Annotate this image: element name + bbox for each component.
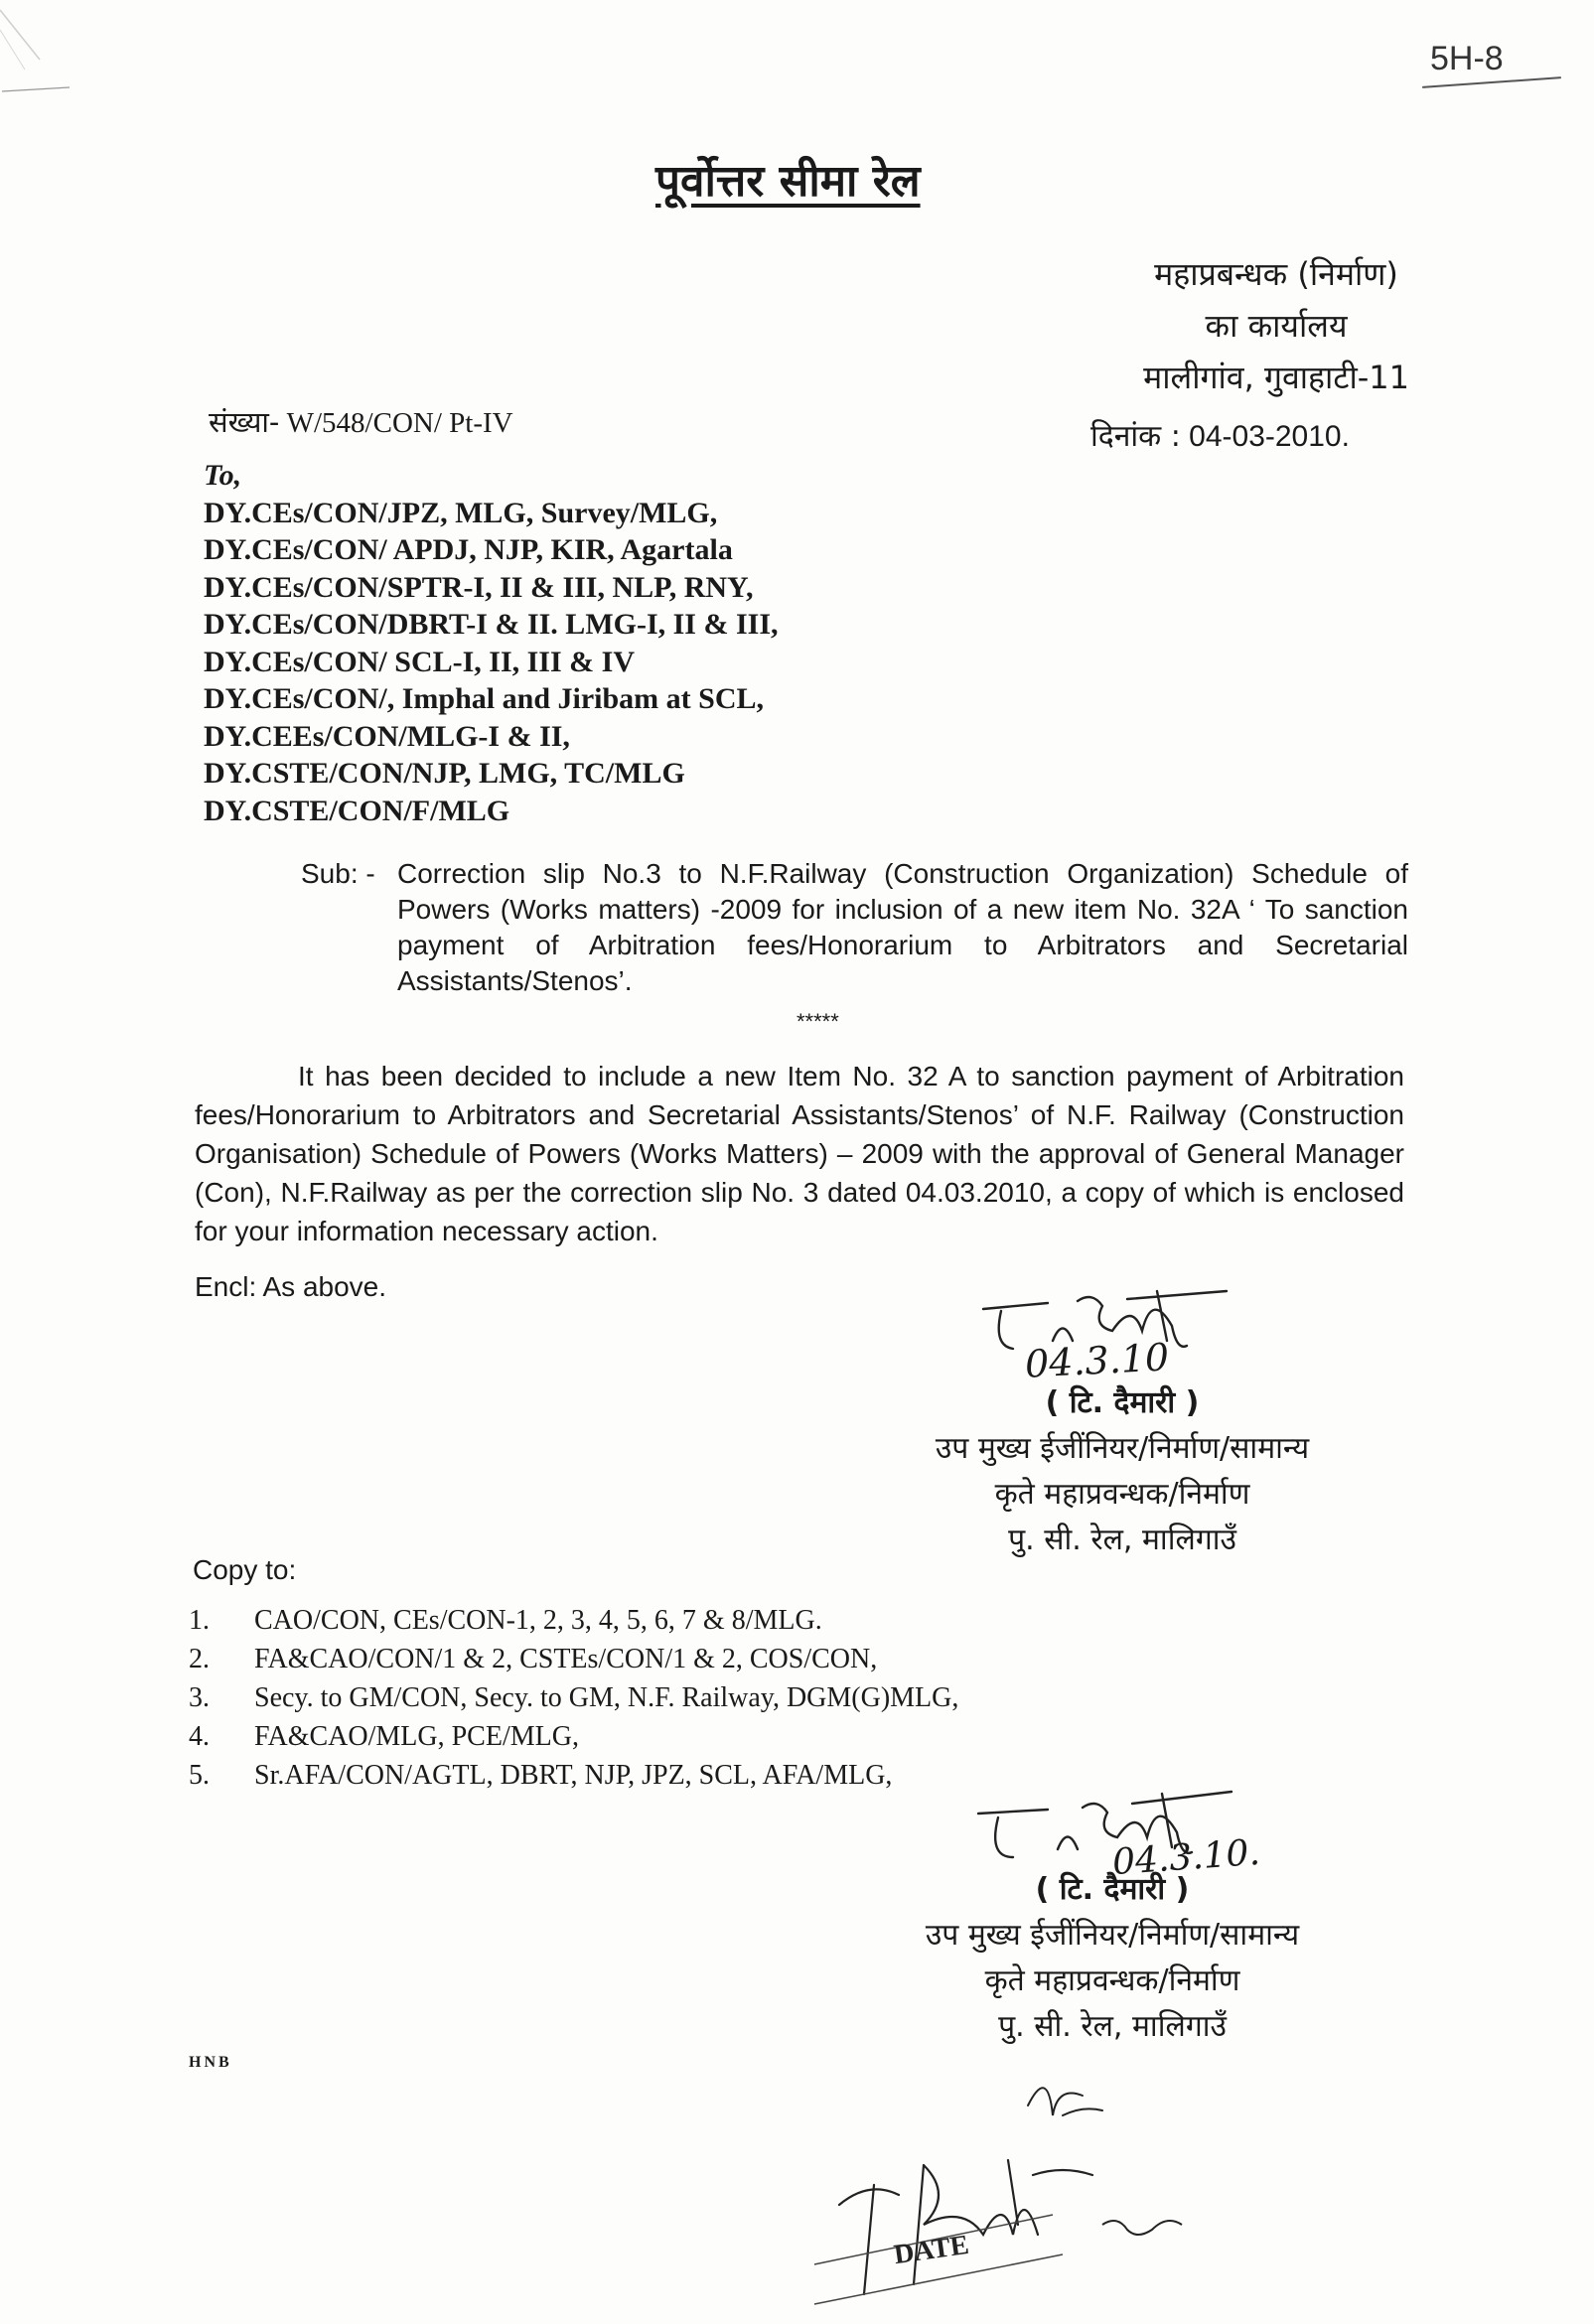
list-item-text: Sr.AFA/CON/AGTL, DBRT, NJP, JPZ, SCL, AFA/MLG,: [254, 1760, 893, 1791]
page-number: 5H-8: [1430, 40, 1504, 77]
signature-1-date: 04.3.10: [1023, 1335, 1171, 1386]
addressee-block: [204, 457, 779, 829]
signatory-designation: उप मुख्य ईजींनियर/निर्माण/सामान्य: [935, 1431, 1310, 1466]
copy-to-list: [189, 1601, 958, 1795]
subject-block: [301, 856, 1408, 999]
organisation-heading: पूर्वोत्तर सीमा रेल: [655, 156, 921, 207]
list-item-number: 3.: [189, 1682, 210, 1713]
signatory-for-line: कृते महाप्रवन्धक/निर्माण: [984, 1963, 1240, 1998]
list-item: [189, 1601, 958, 1640]
office-line-2: का कार्यालय: [1205, 307, 1348, 345]
date-value: 04-03-2010.: [1189, 420, 1350, 453]
addressee-line: DY.CSTE/CON/F/MLG: [204, 794, 510, 827]
date-label: दिनांक :: [1090, 419, 1181, 454]
list-item-text: Secy. to GM/CON, Secy. to GM, N.F. Railway, DGM(G)MLG,: [254, 1682, 959, 1713]
addressee-line: DY.CEs/CON/SPTR-I, II & III, NLP, RNY,: [204, 570, 754, 604]
signatory-name: ( टि. दैमारी ): [1045, 1385, 1200, 1420]
list-item-text: CAO/CON, CEs/CON-1, 2, 3, 4, 5, 6, 7 & 8/MLG.: [254, 1605, 822, 1636]
list-item: [189, 1717, 958, 1756]
addressee-line: DY.CEEs/CON/MLG-I & II,: [204, 719, 570, 753]
signatory-name: ( टि. दैमारी ): [1035, 1872, 1190, 1907]
reference-value: W/548/CON/ Pt-IV: [286, 407, 513, 439]
list-item: [189, 1756, 958, 1795]
subject-text: Correction slip No.3 to N.F.Railway (Construction Organization) Schedule of Powers (Works matters) -2009 for inclusion of a new item No. 32A ‘ To sanction payment of Arbitration fees/Honorarium to Arbitrators and Secretarial Assistants/Stenos’.: [397, 858, 1408, 996]
scan-edge-mark: [0, 0, 60, 119]
list-item-text: FA&CAO/MLG, PCE/MLG,: [254, 1721, 579, 1752]
list-item-number: 4.: [189, 1721, 210, 1752]
list-item-number: 1.: [189, 1605, 210, 1636]
signature-block-2: [849, 1867, 1376, 2050]
list-item-number: 5.: [189, 1760, 210, 1791]
receipt-stamp-scribble: [814, 2066, 1232, 2324]
letter-date: [1090, 414, 1350, 455]
addressee-line: DY.CEs/CON/ APDJ, NJP, KIR, Agartala: [204, 533, 733, 566]
separator-stars: *****: [797, 1009, 839, 1034]
body-paragraph: It has been decided to include a new Item No. 32 A to sanction payment of Arbitration fees/Honorarium to Arbitrators and Secretarial Assistants/Stenos’ of N.F. Railway (Construction Organisation) Schedule of Powers (Works Matters) – 2009 with the approval of General Manager (Con), N.F.Railway as per the correction slip No. 3 dated 04.03.2010, a copy of which is enclosed for your information necessary action.: [195, 1061, 1404, 1246]
to-label: To,: [204, 459, 242, 492]
signature-block-1: [859, 1380, 1385, 1563]
list-item-number: 2.: [189, 1644, 210, 1674]
subject-label: Sub: -: [301, 858, 375, 889]
typist-initials: HNB: [189, 2054, 232, 2071]
stamp-date-label: DATE: [892, 2229, 971, 2271]
list-item: [189, 1678, 958, 1717]
list-item: [189, 1640, 958, 1678]
addressee-line: DY.CEs/CON/ SCL-I, II, III & IV: [204, 645, 635, 678]
signature-2-date: 04.3.10.: [1110, 1831, 1262, 1884]
addressee-line: DY.CSTE/CON/NJP, LMG, TC/MLG: [204, 757, 685, 790]
addressee-line: DY.CEs/CON/DBRT-I & II. LMG-I, II & III,: [204, 608, 779, 641]
office-address: [1143, 248, 1409, 403]
enclosure-note: Encl: As above.: [195, 1271, 387, 1302]
signatory-railway: पु. सी. रेल, मालिगाउँ: [1008, 1523, 1236, 1557]
office-line-1: महाप्रबन्धक (निर्माण): [1154, 255, 1398, 293]
addressee-line: DY.CEs/CON/JPZ, MLG, Survey/MLG,: [204, 496, 718, 529]
list-item-text: FA&CAO/CON/1 & 2, CSTEs/CON/1 & 2, COS/CON,: [254, 1644, 878, 1674]
reference-label: संख्या-: [209, 405, 280, 439]
signatory-railway: पु. सी. रेल, मालिगाउँ: [998, 2009, 1227, 2044]
office-line-3: मालीगांव, गुवाहाटी-11: [1143, 359, 1409, 396]
addressee-line: DY.CEs/CON/, Imphal and Jiribam at SCL,: [204, 682, 765, 715]
reference-number: [209, 402, 513, 441]
signatory-designation: उप मुख्य ईजींनियर/निर्माण/सामान्य: [925, 1918, 1300, 1953]
copy-to-label: Copy to:: [193, 1554, 297, 1585]
signatory-for-line: कृते महाप्रवन्धक/निर्माण: [994, 1477, 1250, 1512]
